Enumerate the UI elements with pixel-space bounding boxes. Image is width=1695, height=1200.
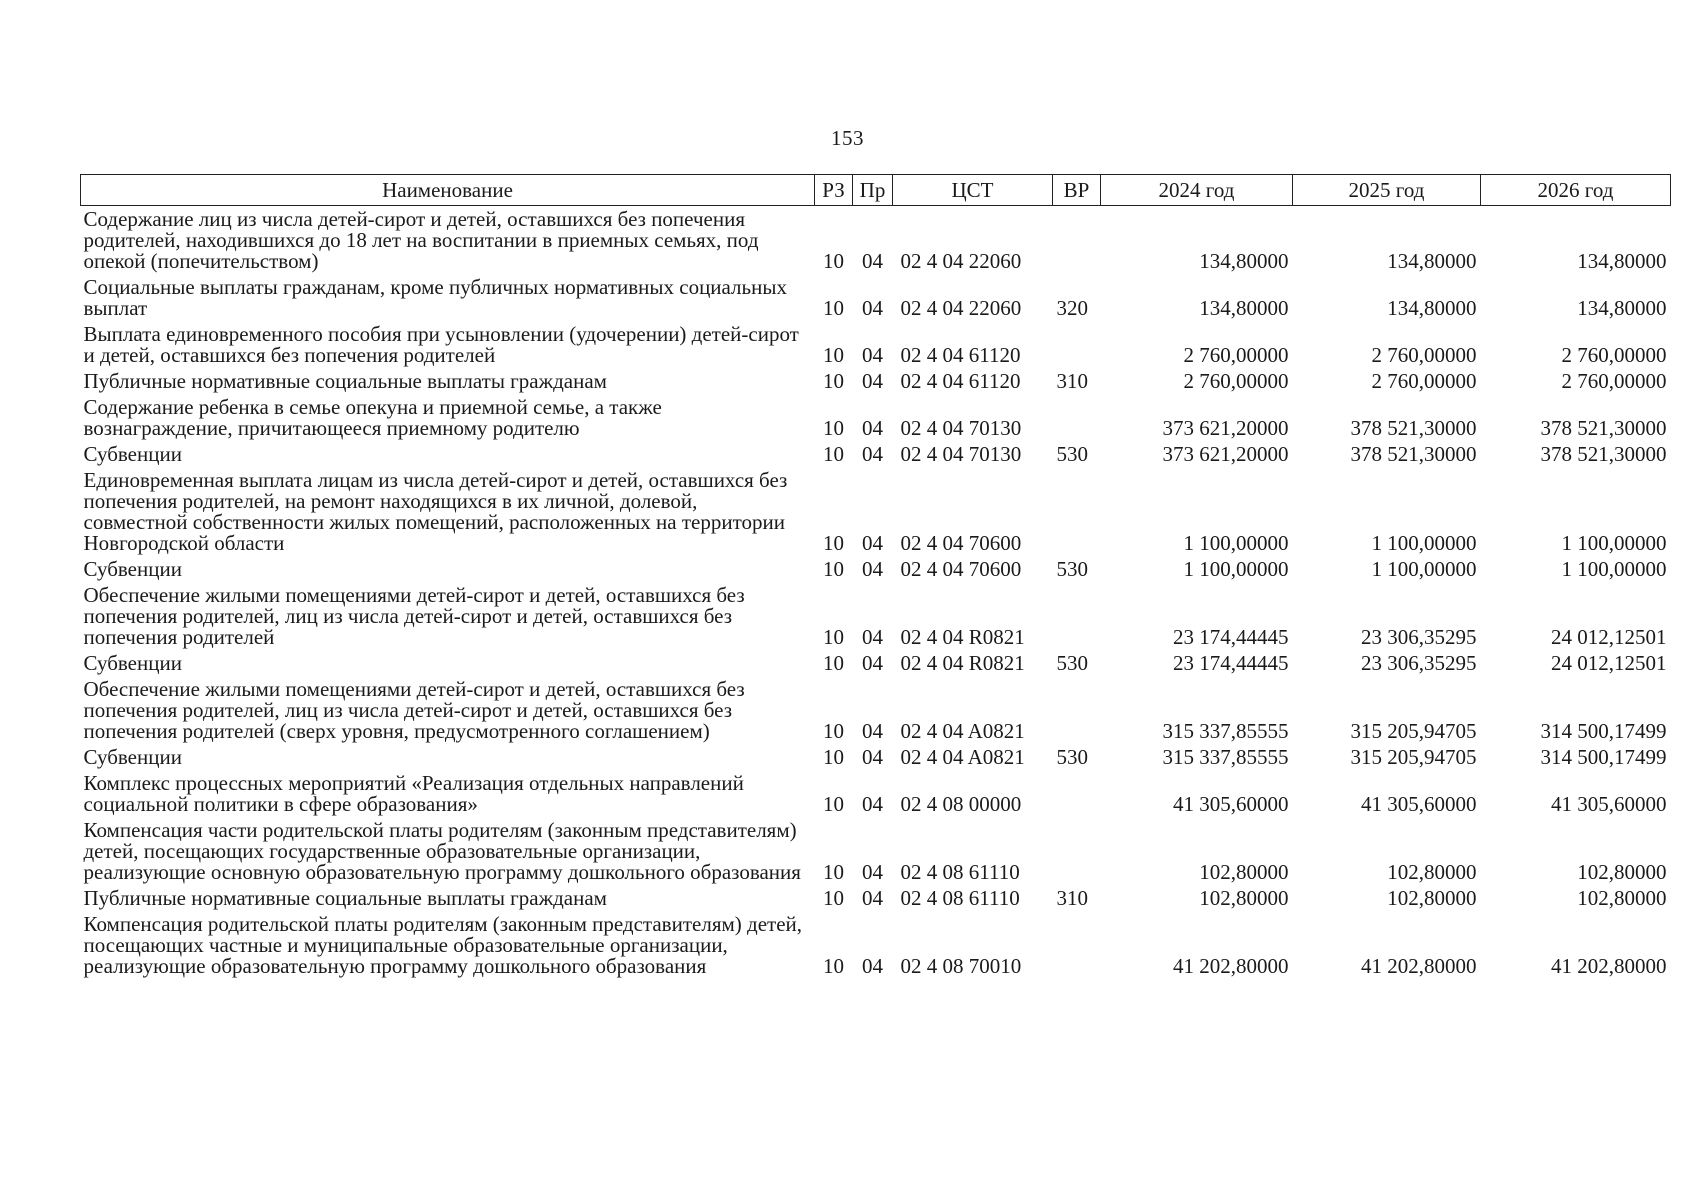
row-rz: 10 bbox=[823, 416, 844, 440]
table-body bbox=[81, 206, 1671, 980]
row-vr: 530 bbox=[1056, 557, 1088, 581]
row-cst: 02 4 08 61110 bbox=[900, 860, 1020, 884]
table-row bbox=[81, 274, 1671, 321]
row-cst: 02 4 04 R0821 bbox=[900, 625, 1025, 649]
row-cst: 02 4 04 22060 bbox=[900, 249, 1022, 273]
row-2024: 41 305,60000 bbox=[1173, 792, 1289, 816]
row-2024: 23 174,44445 bbox=[1173, 651, 1289, 675]
row-rz: 10 bbox=[823, 442, 844, 466]
row-vr bbox=[1053, 676, 1101, 744]
row-vr: 310 bbox=[1056, 886, 1088, 910]
row-2026: 2 760,00000 bbox=[1561, 369, 1667, 393]
row-pr: 04 bbox=[862, 416, 883, 440]
row-name: Обеспечение жилыми помещениями детей-сирот и детей, оставшихся без попечения родителей, лиц из числа детей-сирот и детей, оставшихся без попечения родителей (сверх уровня, предусмотренного соглашением) bbox=[83, 677, 745, 743]
row-vr: 530 bbox=[1056, 651, 1088, 675]
row-cst: 02 4 04 61120 bbox=[900, 369, 1021, 393]
row-2024: 315 337,85555 bbox=[1162, 719, 1289, 743]
row-vr bbox=[1053, 582, 1101, 650]
row-name: Социальные выплаты гражданам, кроме публичных нормативных социальных выплат bbox=[83, 275, 787, 320]
row-2025: 1 100,00000 bbox=[1371, 557, 1477, 581]
row-vr: 530 bbox=[1056, 745, 1088, 769]
row-name: Публичные нормативные социальные выплаты гражданам bbox=[83, 886, 607, 910]
row-rz: 10 bbox=[823, 557, 844, 581]
header-rz: РЗ bbox=[815, 175, 853, 206]
row-2026: 378 521,30000 bbox=[1540, 442, 1667, 466]
row-cst: 02 4 04 A0821 bbox=[900, 719, 1025, 743]
row-2026: 378 521,30000 bbox=[1540, 416, 1667, 440]
page-number: 153 bbox=[831, 126, 864, 150]
row-2026: 41 202,80000 bbox=[1551, 954, 1667, 978]
row-2024: 2 760,00000 bbox=[1183, 343, 1289, 367]
row-name: Содержание ребенка в семье опекуна и приемной семье, а также вознаграждение, причитающееся приемному родителю bbox=[83, 395, 662, 440]
row-2025: 41 202,80000 bbox=[1361, 954, 1477, 978]
row-pr: 04 bbox=[862, 442, 883, 466]
table-row bbox=[81, 770, 1671, 817]
row-pr: 04 bbox=[862, 954, 883, 978]
row-2024: 134,80000 bbox=[1199, 249, 1289, 273]
row-2024: 315 337,85555 bbox=[1162, 745, 1289, 769]
row-2026: 24 012,12501 bbox=[1551, 651, 1667, 675]
row-pr: 04 bbox=[862, 625, 883, 649]
row-name: Субвенции bbox=[83, 651, 182, 675]
row-cst: 02 4 04 R0821 bbox=[900, 651, 1025, 675]
row-2026: 24 012,12501 bbox=[1551, 625, 1667, 649]
row-name: Субвенции bbox=[83, 745, 182, 769]
header-vr: ВР bbox=[1053, 175, 1101, 206]
row-rz: 10 bbox=[823, 886, 844, 910]
table-row bbox=[81, 368, 1671, 394]
row-2026: 134,80000 bbox=[1577, 249, 1667, 273]
row-rz: 10 bbox=[823, 719, 844, 743]
row-2025: 315 205,94705 bbox=[1350, 745, 1477, 769]
row-name: Субвенции bbox=[83, 442, 182, 466]
row-2024: 102,80000 bbox=[1199, 860, 1289, 884]
row-2025: 378 521,30000 bbox=[1350, 416, 1477, 440]
row-pr: 04 bbox=[862, 886, 883, 910]
row-vr: 320 bbox=[1056, 296, 1088, 320]
row-2025: 315 205,94705 bbox=[1350, 719, 1477, 743]
row-vr: 310 bbox=[1056, 369, 1088, 393]
row-cst: 02 4 04 70130 bbox=[900, 442, 1022, 466]
table-header bbox=[81, 175, 1671, 206]
row-cst: 02 4 08 70010 bbox=[900, 954, 1022, 978]
header-2026: 2026 год bbox=[1481, 175, 1671, 206]
row-name: Компенсация части родительской платы родителям (законным представителям) детей, посещающих государственные образовательные организации, реализующие основную образовательную программу дошкольного образования bbox=[83, 818, 801, 884]
row-rz: 10 bbox=[823, 651, 844, 675]
table-row bbox=[81, 321, 1671, 368]
row-cst: 02 4 04 A0821 bbox=[900, 745, 1025, 769]
row-2024: 23 174,44445 bbox=[1173, 625, 1289, 649]
row-2026: 314 500,17499 bbox=[1540, 745, 1667, 769]
row-2026: 314 500,17499 bbox=[1540, 719, 1667, 743]
row-name: Обеспечение жилыми помещениями детей-сирот и детей, оставшихся без попечения родителей, лиц из числа детей-сирот и детей, оставшихся без попечения родителей bbox=[83, 583, 745, 649]
row-pr: 04 bbox=[862, 343, 883, 367]
row-rz: 10 bbox=[823, 296, 844, 320]
row-vr bbox=[1053, 770, 1101, 817]
row-2025: 102,80000 bbox=[1387, 860, 1477, 884]
row-pr: 04 bbox=[862, 719, 883, 743]
row-cst: 02 4 04 61120 bbox=[900, 343, 1021, 367]
row-2025: 378 521,30000 bbox=[1350, 442, 1477, 466]
row-name: Выплата единовременного пособия при усыновлении (удочерении) детей-сирот и детей, оставшихся без попечения родителей bbox=[83, 322, 799, 367]
row-pr: 04 bbox=[862, 557, 883, 581]
row-2024: 102,80000 bbox=[1199, 886, 1289, 910]
row-2024: 2 760,00000 bbox=[1183, 369, 1289, 393]
row-2026: 2 760,00000 bbox=[1561, 343, 1667, 367]
row-rz: 10 bbox=[823, 745, 844, 769]
table-row bbox=[81, 650, 1671, 676]
row-2024: 373 621,20000 bbox=[1162, 416, 1289, 440]
table-row bbox=[81, 441, 1671, 467]
row-pr: 04 bbox=[862, 792, 883, 816]
budget-table bbox=[80, 174, 1671, 979]
row-cst: 02 4 04 70600 bbox=[900, 531, 1022, 555]
row-rz: 10 bbox=[823, 792, 844, 816]
row-vr bbox=[1053, 817, 1101, 885]
row-2025: 23 306,35295 bbox=[1361, 625, 1477, 649]
row-2024: 1 100,00000 bbox=[1183, 557, 1289, 581]
table-row bbox=[81, 676, 1671, 744]
row-vr bbox=[1053, 467, 1101, 556]
row-2025: 23 306,35295 bbox=[1361, 651, 1477, 675]
header-row bbox=[81, 175, 1671, 206]
row-2024: 134,80000 bbox=[1199, 296, 1289, 320]
table-row bbox=[81, 744, 1671, 770]
row-name: Комплекс процессных мероприятий «Реализация отдельных направлений социальной политики в сфере образования» bbox=[83, 771, 744, 816]
table-row bbox=[81, 817, 1671, 885]
row-pr: 04 bbox=[862, 369, 883, 393]
row-rz: 10 bbox=[823, 249, 844, 273]
header-cst: ЦСТ bbox=[893, 175, 1053, 206]
row-rz: 10 bbox=[823, 531, 844, 555]
row-2026: 134,80000 bbox=[1577, 296, 1667, 320]
row-vr bbox=[1053, 321, 1101, 368]
row-2025: 41 305,60000 bbox=[1361, 792, 1477, 816]
row-pr: 04 bbox=[862, 531, 883, 555]
table-row bbox=[81, 885, 1671, 911]
row-name: Компенсация родительской платы родителям (законным представителям) детей, посещающих частные и муниципальные образовательные организации, реализующие образовательную программу дошкольного образования bbox=[83, 912, 803, 978]
row-vr: 530 bbox=[1056, 442, 1088, 466]
row-2025: 134,80000 bbox=[1387, 249, 1477, 273]
row-2026: 1 100,00000 bbox=[1561, 531, 1667, 555]
header-pr: Пр bbox=[853, 175, 893, 206]
row-rz: 10 bbox=[823, 860, 844, 884]
row-rz: 10 bbox=[823, 343, 844, 367]
row-vr bbox=[1053, 206, 1101, 275]
row-cst: 02 4 04 70130 bbox=[900, 416, 1022, 440]
table-row bbox=[81, 206, 1671, 275]
row-2026: 1 100,00000 bbox=[1561, 557, 1667, 581]
row-2025: 2 760,00000 bbox=[1371, 343, 1477, 367]
row-2026: 102,80000 bbox=[1577, 886, 1667, 910]
row-rz: 10 bbox=[823, 369, 844, 393]
row-vr bbox=[1053, 911, 1101, 979]
table-row bbox=[81, 467, 1671, 556]
row-name: Единовременная выплата лицам из числа детей-сирот и детей, оставшихся без попечения родителей, на ремонт находящихся в их личной, долевой, совместной собственности жилых помещений, расположенных на территории Новгородской области bbox=[83, 468, 788, 555]
header-2024: 2024 год bbox=[1101, 175, 1293, 206]
table-row bbox=[81, 556, 1671, 582]
row-pr: 04 bbox=[862, 296, 883, 320]
row-2025: 134,80000 bbox=[1387, 296, 1477, 320]
row-cst: 02 4 08 61110 bbox=[900, 886, 1020, 910]
row-pr: 04 bbox=[862, 860, 883, 884]
row-2024: 373 621,20000 bbox=[1162, 442, 1289, 466]
table-row bbox=[81, 911, 1671, 979]
row-2025: 1 100,00000 bbox=[1371, 531, 1477, 555]
row-2026: 102,80000 bbox=[1577, 860, 1667, 884]
table-row bbox=[81, 582, 1671, 650]
table-row bbox=[81, 394, 1671, 441]
row-cst: 02 4 04 70600 bbox=[900, 557, 1022, 581]
row-rz: 10 bbox=[823, 625, 844, 649]
row-2024: 1 100,00000 bbox=[1183, 531, 1289, 555]
row-rz: 10 bbox=[823, 954, 844, 978]
row-pr: 04 bbox=[862, 745, 883, 769]
header-name: Наименование bbox=[81, 175, 815, 206]
row-vr bbox=[1053, 394, 1101, 441]
row-pr: 04 bbox=[862, 651, 883, 675]
row-2024: 41 202,80000 bbox=[1173, 954, 1289, 978]
row-cst: 02 4 08 00000 bbox=[900, 792, 1022, 816]
row-name: Содержание лиц из числа детей-сирот и детей, оставшихся без попечения родителей, находившихся до 18 лет на воспитании в приемных семьях, под опекой (попечительством) bbox=[83, 207, 759, 273]
row-name: Субвенции bbox=[83, 557, 182, 581]
row-2025: 2 760,00000 bbox=[1371, 369, 1477, 393]
header-2025: 2025 год bbox=[1293, 175, 1481, 206]
row-pr: 04 bbox=[862, 249, 883, 273]
row-name: Публичные нормативные социальные выплаты гражданам bbox=[83, 369, 607, 393]
row-2026: 41 305,60000 bbox=[1551, 792, 1667, 816]
row-2025: 102,80000 bbox=[1387, 886, 1477, 910]
row-cst: 02 4 04 22060 bbox=[900, 296, 1022, 320]
